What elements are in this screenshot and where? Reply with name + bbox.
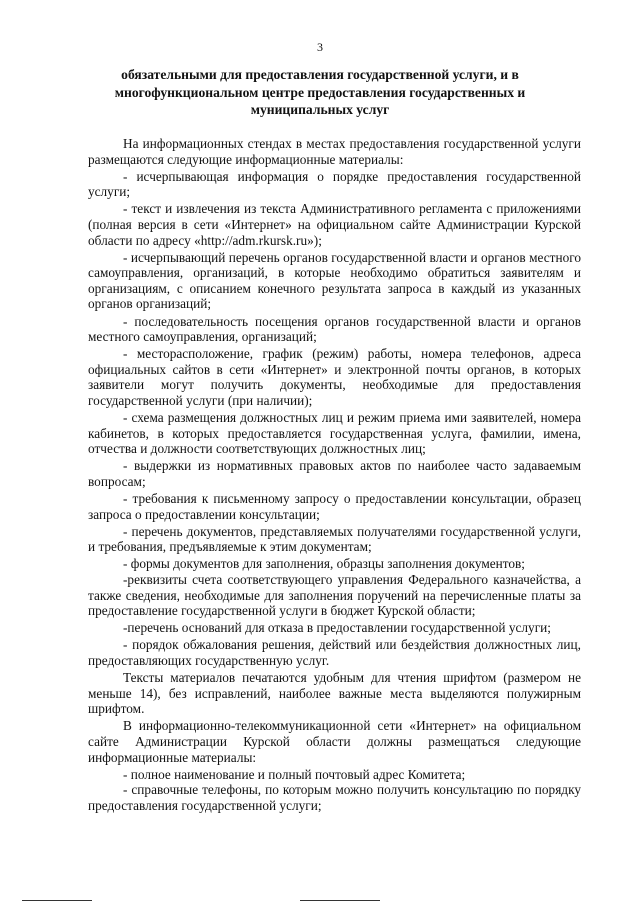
paragraph: Тексты материалов печатаются удобным для чтения шрифтом (размером не меньше 14), без исправлений, наиболее важные места выделяются полужирным шрифтом. xyxy=(88,670,581,717)
section-heading: обязательными для предоставления государственной услуги, и в многофункциональном центре предоставления государственных и муниципальных услуг xyxy=(114,67,526,117)
list-item: - требования к письменному запросу о предоставлении консультации, образец запроса о предоставлении консультации; xyxy=(88,491,581,522)
footer-rule-left xyxy=(22,900,92,901)
list-item: - исчерпывающая информация о порядке предоставления государственной услуги; xyxy=(88,168,581,200)
list-item: - выдержки из нормативных правовых актов по наиболее часто задаваемым вопросам; xyxy=(88,458,581,489)
list-item: - порядок обжалования решения, действий или бездействия должностных лиц, предоставляющих государственную услуг. xyxy=(88,637,581,668)
list-item: - полное наименование и полный почтовый адрес Комитета; xyxy=(123,766,466,782)
list-item: - справочные телефоны, по которым можно получить консультацию по порядку предоставления государственной услуги; xyxy=(88,782,581,813)
list-item: - схема размещения должностных лиц и режим приема ими заявителей, номера кабинетов, в которых предоставляется государственная услуга, фамилии, имена, отчества и должности соответствующих должностных лиц; xyxy=(88,410,581,457)
list-item: -реквизиты счета соответствующего управления Федерального казначейства, а также сведения, необходимые для заполнения поручений на перечисленные платы за предоставление государственной услуги в бюджет Курской области; xyxy=(88,572,581,619)
list-item: - месторасположение, график (режим) работы, номера телефонов, адреса официальных сайтов в сети «Интернет» и электронной почты органов, в которых заявители могут получить документы, необходимые для предоставления государственной услуги (при наличии); xyxy=(88,346,581,408)
paragraph: На информационных стендах в местах предоставления государственной услуги размещаются следующие информационные материалы: xyxy=(88,136,581,167)
list-item: - исчерпывающий перечень органов государственной власти и органов местного самоуправления, организаций, в которые необходимо обратиться заявителям и организациям, с описанием конечного результата запроса в каждый из указанных органов организаций; xyxy=(88,249,581,312)
paragraph: В информационно-телекоммуникационной сети «Интернет» на официальном сайте Администрации Курской области должны размещаться следующие информационные материалы: xyxy=(88,718,581,765)
footer-rule-right xyxy=(300,900,380,901)
list-item: -перечень оснований для отказа в предоставлении государственной услуги; xyxy=(123,620,551,636)
list-item: - формы документов для заполнения, образцы заполнения документов; xyxy=(123,556,526,572)
list-item: - перечень документов, представляемых получателями государственной услуги, и требования, предъявляемые к этим документам; xyxy=(88,523,581,555)
page-number: 3 xyxy=(317,40,323,54)
list-item: - последовательность посещения органов государственной власти и органов местного самоуправления, организаций; xyxy=(88,313,581,345)
list-item: - текст и извлечения из текста Административного регламента с приложениями (полная версия в сети «Интернет» на официальном сайте Администрации Курской области по адресу «http://adm.rkursk.ru»); xyxy=(88,201,581,248)
document-body xyxy=(88,136,581,815)
